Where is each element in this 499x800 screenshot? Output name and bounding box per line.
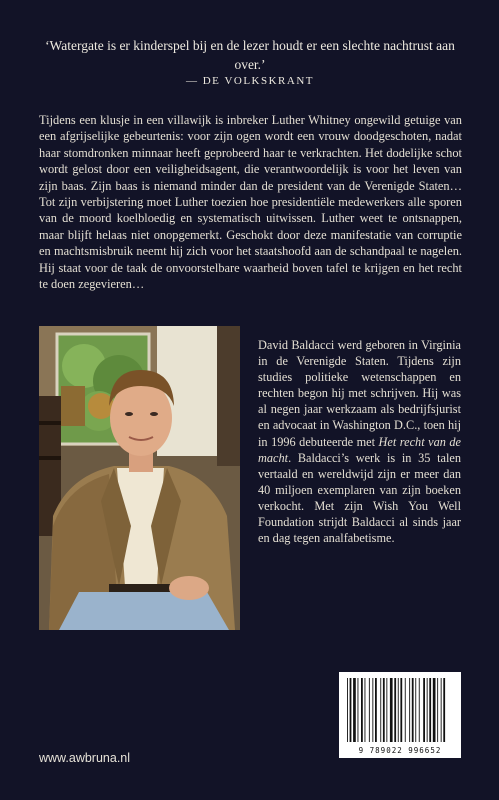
bio-text-part2: . Baldacci’s werk is in 35 talen vertaald en wereldwijd zijn er meer dan 40 miljoen exemplaren van zijn boeken verkocht. Met zijn Wish You Well Foundation strijdt Baldacci al sinds jaar en dag tegen analfabetisme.	[258, 450, 461, 546]
author-bio	[258, 337, 461, 546]
bio-book-title: Het recht van de macht	[258, 434, 461, 465]
back-cover-blurb	[39, 112, 462, 292]
publisher-url: www.awbruna.nl	[39, 751, 131, 765]
isbn-barcode	[339, 672, 461, 758]
quote-source: — DE VOLKSKRANT	[185, 75, 315, 87]
review-quote: ‘Watergate is er kinderspel bij en de lezer houdt er een slechte nachtrust aan over.’	[45, 38, 455, 72]
isbn-number: 9 789022 996652	[358, 746, 442, 755]
author-photo	[39, 326, 240, 630]
bio-text-part1: David Baldacci werd geboren in Virginia in de Verenigde Staten. Tijdens zijn studies politieke wetenschappen en rechten begon hij met schrijven. Hij was al negen jaar werkzaam als bedrijfsjurist en advocaat in Washington D.C., toen hij in 1996 debuteerde met	[258, 338, 461, 449]
blurb-text: Tijdens een klusje in een villawijk is inbreker Luther Whitney ongewild getuige van een afgrijselijke gebeurtenis: voor zijn ogen wordt een vrouw doodgeschoten, nadat haar stomdronken minnaar heeft geprobeerd haar te verkrachten. Het dodelijke schot wordt gelost door een veiligheidsagent, die verantwoordelijk is voor het leven van zijn baas. Zijn baas is niemand minder dan de president van de Verenigde Staten… Tot zijn verbijstering moet Luther toezien hoe presidentiële medewerkers alle sporen van de moord koelbloedig en systematisch uitwissen. Luther weet te ontsnappen, maar blijft helaas niet onopgemerkt. Geschokt door deze manifestatie van corruptie en machtsmisbruik neemt hij zich voor het staatshoofd aan de schandpaal te nagelen. Hij staat voor de taak de onvoorstelbare waarheid boven tafel te krijgen en het recht te doen zegevieren…	[39, 113, 462, 292]
